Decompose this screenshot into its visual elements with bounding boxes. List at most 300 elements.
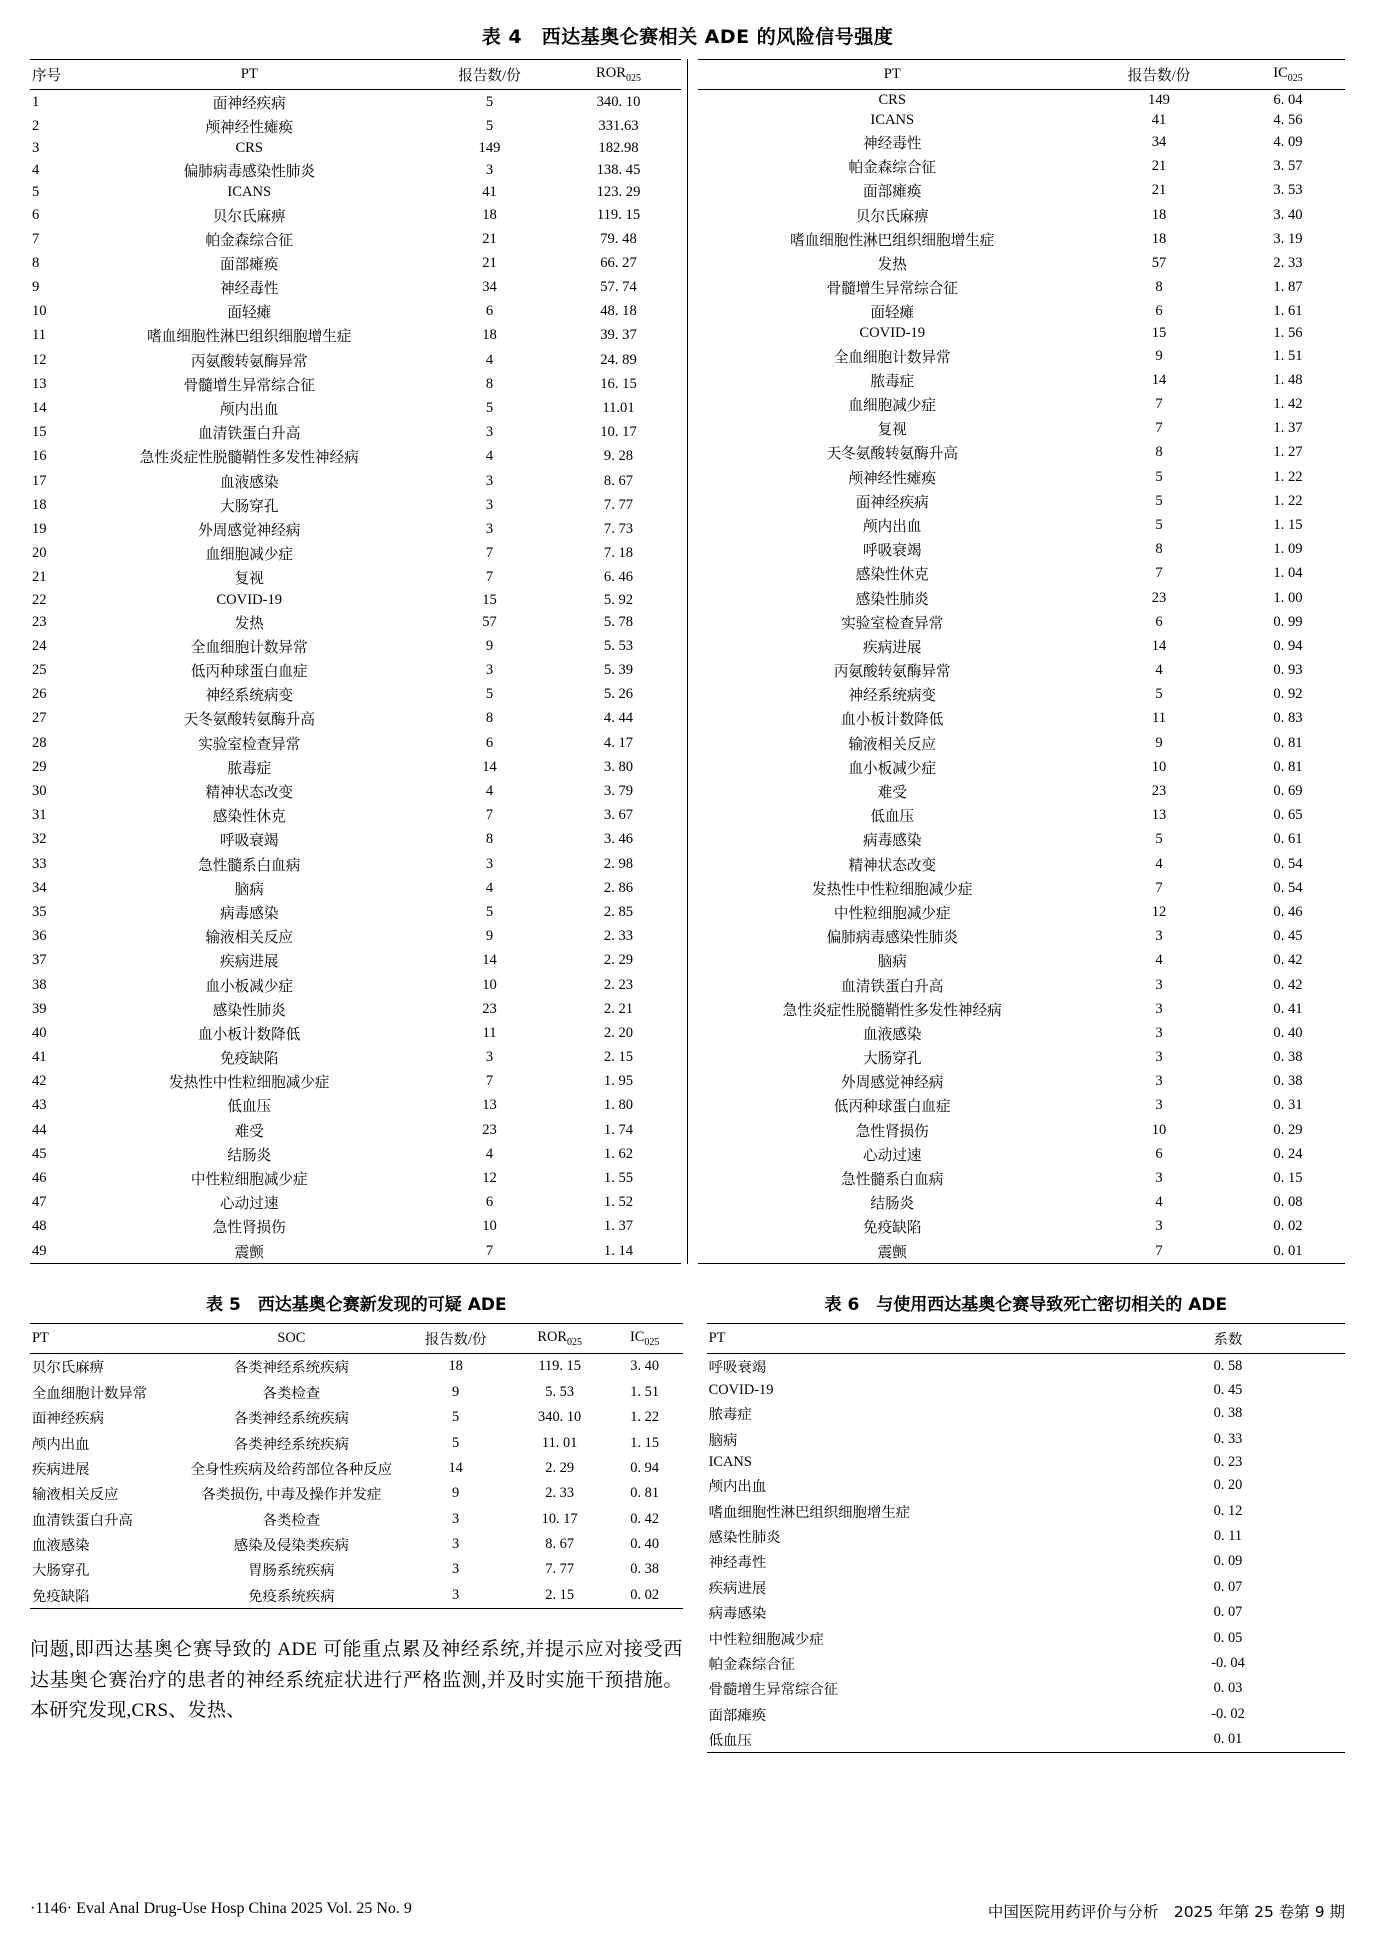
table-cell: 43 [32, 1097, 47, 1114]
table-cell: 5. 26 [603, 686, 634, 703]
table-cell: 免疫缺陷 [863, 1220, 922, 1237]
table-row [707, 1452, 1345, 1473]
table-row [698, 110, 1346, 130]
table-cell: 2 [32, 117, 40, 134]
table-cell: 脓毒症 [870, 373, 915, 390]
table-cell: 天冬氨酸转氨酶升高 [826, 446, 958, 463]
table-cell: 8 [1155, 541, 1163, 558]
table-cell: 21 [482, 254, 497, 271]
table-row [30, 300, 681, 324]
table-cell: 贝尔氏麻痹 [855, 208, 929, 225]
table-row [30, 1142, 681, 1166]
table-cell: 0. 93 [1273, 662, 1303, 679]
table-cell: 23 [1151, 783, 1167, 800]
table-cell: 疾病进展 [708, 1580, 767, 1597]
table-cell: 6. 04 [1273, 91, 1303, 108]
table-cell: 1. 04 [1273, 565, 1303, 582]
table-cell: 0. 54 [1273, 855, 1303, 872]
table-cell: 3. 67 [603, 807, 634, 824]
table-cell: 15 [1151, 325, 1167, 342]
table-row [698, 368, 1346, 392]
table-cell: 4 [485, 879, 494, 896]
table-row [30, 159, 681, 183]
table-cell: 4 [1155, 1194, 1163, 1211]
table-row [698, 876, 1346, 900]
table-cell: 4 [1155, 855, 1163, 872]
footer-left: ·1146· Eval Anal Drug-Use Hosp China 2025 Vol. 25 No. 9 [30, 1900, 412, 1917]
table-cell: 5 [452, 1434, 460, 1451]
table-header-row [30, 60, 681, 90]
table-cell: 5 [1155, 686, 1163, 703]
table5-body [30, 1354, 683, 1609]
table-cell: 340. 10 [596, 93, 641, 110]
table-cell: 13 [1151, 807, 1167, 824]
table-cell: 呼吸衰竭 [220, 833, 279, 850]
table-cell: 0. 46 [1273, 903, 1303, 920]
table6 [707, 1323, 1345, 1753]
table-cell: 5 [1155, 516, 1163, 533]
table-cell: 38 [32, 976, 47, 993]
table-cell: 精神状态改变 [848, 857, 937, 874]
table-cell: 病毒感染 [863, 833, 922, 850]
table-cell: 血液感染 [220, 474, 279, 491]
table-cell: 0. 07 [1213, 1604, 1243, 1621]
table-cell: 26 [32, 686, 47, 703]
table-cell: 33 [32, 855, 47, 872]
table-cell: 嗜血细胞性淋巴组织细胞增生症 [147, 329, 352, 346]
table-cell: 各类检查 [262, 1385, 321, 1402]
table-cell: 血清铁蛋白升高 [32, 1512, 133, 1529]
table-cell: 2. 23 [603, 976, 634, 993]
table-cell: 8 [485, 375, 494, 392]
table-cell: 感染性休克 [212, 809, 286, 826]
table-cell: 发热 [877, 256, 907, 273]
table-cell: 24 [32, 637, 47, 654]
table-cell: 7 [1155, 565, 1163, 582]
table-cell: 34 [32, 879, 47, 896]
table-cell: 1 [32, 93, 40, 110]
table-row [30, 445, 681, 469]
table-cell: 3 [1155, 1218, 1163, 1235]
table-cell: 182.98 [598, 139, 639, 156]
table-cell: 18 [448, 1358, 463, 1375]
table-cell: 9 [1155, 734, 1163, 751]
col-reports: 报告数/份 [423, 60, 557, 90]
table-cell: ICANS [870, 111, 915, 128]
table-cell: 4. 56 [1273, 111, 1303, 128]
table-cell: 0. 42 [1273, 952, 1303, 969]
table-cell: 0. 11 [1213, 1528, 1243, 1544]
table-cell: 18 [1151, 230, 1167, 247]
table-cell: 震颤 [76, 1239, 423, 1264]
table-row [698, 804, 1346, 828]
table-cell: 面轻瘫 [870, 305, 915, 322]
table-cell: 0. 94 [630, 1459, 660, 1476]
table-row [698, 90, 1346, 111]
table-cell: 9 [485, 928, 494, 945]
table-cell: 7 [32, 230, 40, 247]
col-ic025: $IC_{025}$ [1231, 60, 1345, 90]
table-cell: 11.01 [602, 400, 635, 417]
table4-left [30, 59, 681, 1264]
table-cell: 1. 00 [1273, 589, 1303, 606]
table-cell: 4. 44 [603, 710, 634, 727]
table-row [30, 421, 681, 445]
table-row [30, 1215, 681, 1239]
table-row [698, 755, 1346, 779]
table-cell: 20 [32, 545, 47, 562]
table-row [30, 634, 681, 658]
table-cell: 3 [485, 520, 494, 537]
table-cell: 1. 51 [1273, 347, 1303, 364]
table-cell: 3. 46 [603, 831, 634, 848]
table-cell: 0. 61 [1273, 831, 1303, 848]
table-cell: 贝尔氏麻痹 [212, 208, 286, 225]
table-cell: 0. 24 [1273, 1145, 1303, 1162]
table-cell: 病毒感染 [220, 905, 279, 922]
table-row [30, 517, 681, 541]
table-cell: 3 [1155, 1170, 1163, 1187]
table-cell: 6 [485, 734, 494, 751]
table-cell: 1. 37 [603, 1218, 634, 1235]
table-cell: 面部瘫痪 [863, 184, 922, 201]
table-cell: 3 [1155, 1097, 1163, 1114]
table-cell: 14 [482, 952, 497, 969]
table-cell: 79. 48 [600, 230, 637, 247]
table-cell: 57 [482, 613, 497, 630]
table-cell: 66. 27 [600, 254, 637, 271]
table-cell: 10 [32, 303, 47, 320]
table-row [30, 1456, 683, 1481]
table-cell: 18 [482, 327, 497, 344]
table-row [698, 324, 1346, 344]
table-cell: 疾病进展 [32, 1461, 90, 1478]
table4-left-half [30, 59, 688, 1264]
table-cell: 0. 07 [1213, 1578, 1243, 1595]
table-cell: 4 [32, 162, 40, 179]
table-cell: 5 [485, 686, 494, 703]
table-cell: 面轻瘫 [227, 305, 272, 322]
table-cell: 2. 86 [603, 879, 634, 896]
table-cell: 呼吸衰竭 [863, 543, 922, 560]
table-cell: 15 [32, 424, 47, 441]
table-cell: 急性髓系白血病 [841, 1172, 944, 1189]
table-cell: 大肠穿孔 [863, 1051, 922, 1068]
table-row [707, 1575, 1345, 1600]
table-cell: 低血压 [707, 1727, 1111, 1753]
table-cell: 3 [485, 424, 494, 441]
table-cell: 3 [485, 496, 494, 513]
table-row [30, 566, 681, 590]
table-cell: 0. 02 [607, 1583, 683, 1609]
table-cell: 44 [32, 1121, 47, 1138]
table-cell: 5 [485, 117, 494, 134]
table-cell: 疾病进展 [220, 954, 279, 971]
table-cell: 5 [452, 1409, 460, 1426]
table-cell: 嗜血细胞性淋巴组织细胞增生症 [790, 232, 995, 249]
table-cell: 5 [1155, 831, 1163, 848]
table-cell: 3 [452, 1510, 460, 1527]
table-cell: 帕金森综合征 [848, 160, 937, 177]
table-cell: 7 [1155, 879, 1163, 896]
table-row [707, 1727, 1345, 1753]
table-cell: 8 [1155, 279, 1163, 296]
table-row [698, 1046, 1346, 1070]
table-row [30, 852, 681, 876]
table-cell: 19 [32, 520, 47, 537]
table-cell: 12 [32, 351, 47, 368]
table-cell: COVID-19 [859, 325, 926, 342]
table-cell: 3 [1155, 1049, 1163, 1066]
table-cell: 1. 95 [603, 1073, 634, 1090]
table-row [698, 513, 1346, 537]
table-row [698, 852, 1346, 876]
table-cell: 血清铁蛋白升高 [841, 978, 944, 995]
col-pt: PT [30, 1324, 184, 1354]
table-cell: 3 [399, 1583, 513, 1609]
table-cell: 7 [1155, 420, 1163, 437]
table-cell: 1. 74 [603, 1121, 634, 1138]
table-cell: 0. 81 [1273, 734, 1303, 751]
table-row [30, 542, 681, 566]
table-row [698, 276, 1346, 300]
table-header-row [707, 1324, 1345, 1354]
table-row [698, 465, 1346, 489]
table-cell: 各类检查 [262, 1512, 321, 1529]
table-cell: 7 [485, 807, 494, 824]
table-cell: 3. 53 [1273, 182, 1303, 199]
table-cell: 31 [32, 807, 47, 824]
table-cell: 3 [485, 1049, 494, 1066]
table-cell: 5. 53 [545, 1383, 575, 1400]
table-cell: 面神经疾病 [32, 1411, 104, 1428]
table-cell: 中性粒细胞减少症 [190, 1172, 308, 1189]
table-cell: 14 [32, 400, 47, 417]
table-cell: 嗜血细胞性淋巴组织细胞增生症 [708, 1504, 911, 1521]
table-cell: 9 [32, 279, 40, 296]
table-row [707, 1498, 1345, 1523]
table-cell: 1. 80 [603, 1097, 634, 1114]
table-cell: 13 [32, 375, 47, 392]
table-cell: 0. 81 [1273, 758, 1303, 775]
table-cell: 复视 [234, 571, 264, 588]
table-cell: 7 [485, 1073, 494, 1090]
table-cell: 123. 29 [596, 184, 641, 201]
table-cell: 1. 42 [1273, 396, 1303, 413]
table-cell: 3. 19 [1273, 230, 1303, 247]
table-cell: 39 [32, 1000, 47, 1017]
table-cell: 难受 [234, 1123, 264, 1140]
table-cell: 10 [482, 1218, 497, 1235]
table-cell: 大肠穿孔 [32, 1563, 90, 1580]
table-cell: 2. 15 [603, 1049, 634, 1066]
table-cell: 8 [485, 831, 494, 848]
table-cell: 神经毒性 [863, 135, 922, 152]
table-cell: 面神经疾病 [212, 95, 286, 112]
table-cell: 脓毒症 [708, 1407, 752, 1424]
table-cell: 2. 33 [1273, 254, 1303, 271]
table-cell: 0. 08 [1273, 1194, 1303, 1211]
table-cell: -0. 02 [1211, 1705, 1245, 1722]
table-row [698, 1094, 1346, 1118]
table-cell: 48 [32, 1218, 47, 1235]
table-cell: 0. 83 [1273, 710, 1303, 727]
table-cell: 结肠炎 [870, 1196, 915, 1213]
table-cell: 发热性中性粒细胞减少症 [168, 1075, 330, 1092]
table-cell: 40 [32, 1024, 47, 1041]
table-cell: 神经毒性 [708, 1555, 767, 1572]
table-cell: 输液相关反应 [32, 1487, 119, 1504]
table-cell: 面神经疾病 [855, 494, 929, 511]
table-row [30, 90, 681, 115]
table-cell: 输液相关反应 [205, 930, 294, 947]
table-cell: 9 [452, 1485, 460, 1502]
table-row [698, 634, 1346, 658]
table-cell: 天冬氨酸转氨酶升高 [183, 712, 315, 729]
table-cell: 9 [1155, 347, 1163, 364]
table-row [698, 417, 1346, 441]
table-cell: 急性肾损伤 [212, 1220, 286, 1237]
table-cell: 7 [423, 1239, 557, 1264]
table-row [707, 1625, 1345, 1650]
table-cell: 2. 29 [545, 1459, 575, 1476]
table-cell: 低丙种球蛋白血症 [190, 664, 308, 681]
col-pt: PT [698, 60, 1088, 90]
table-cell: 1. 56 [1273, 325, 1303, 342]
table-cell: 0. 94 [1273, 637, 1303, 654]
table-cell: 10 [1151, 1121, 1167, 1138]
table-cell: 7. 73 [603, 520, 634, 537]
col-ror025: $ROR_{025}$ [557, 60, 681, 90]
table-cell: 10. 17 [600, 424, 637, 441]
table-cell: 各类神经系统疾病 [233, 1360, 349, 1377]
table-cell: 1. 15 [1273, 516, 1303, 533]
bottom-tables [30, 1290, 1345, 1753]
table-row [698, 203, 1346, 227]
table-row [30, 114, 681, 138]
table-cell: 感染及侵染类疾病 [233, 1538, 349, 1554]
table-row [698, 779, 1346, 803]
table-cell: 脑病 [234, 881, 264, 898]
table-cell: 4 [485, 448, 494, 465]
table-cell: 11 [482, 1024, 497, 1041]
table-cell: 1. 87 [1273, 279, 1303, 296]
table-cell: 24. 89 [600, 351, 637, 368]
table-cell: 颅神经性瘫痪 [848, 470, 937, 487]
table-row [30, 1239, 681, 1264]
table-row [30, 731, 681, 755]
table-cell: 3 [452, 1561, 460, 1578]
table-cell: 神经毒性 [220, 281, 279, 298]
table-cell: 4 [1155, 952, 1163, 969]
table-cell: 6 [1155, 613, 1163, 630]
table-row [30, 925, 681, 949]
table-cell: 0. 54 [1273, 879, 1303, 896]
table-cell: 3 [32, 139, 40, 156]
table-cell: 感染性休克 [855, 567, 929, 584]
table-cell: 3. 80 [603, 758, 634, 775]
table-cell: 2. 15 [513, 1583, 607, 1609]
table-row [30, 804, 681, 828]
table-cell: 1. 14 [557, 1239, 681, 1264]
table-cell: 0. 15 [1273, 1170, 1303, 1187]
table-row [30, 1021, 681, 1045]
table-cell: 10 [482, 976, 497, 993]
table-cell: 25 [32, 662, 47, 679]
table4-right-half [688, 59, 1346, 1264]
table-cell: 3. 40 [630, 1358, 660, 1375]
table-cell: 13 [482, 1097, 497, 1114]
table-cell: 1. 22 [630, 1409, 660, 1426]
table-cell: 1. 51 [630, 1383, 660, 1400]
table-cell: 血清铁蛋白升高 [198, 426, 301, 443]
table4-right [698, 59, 1346, 1264]
table-cell: 免疫缺陷 [30, 1583, 184, 1609]
table-cell: 0. 45 [1213, 1381, 1243, 1398]
table-row [698, 707, 1346, 731]
table-row [698, 586, 1346, 610]
table-cell: 胃肠系统疾病 [248, 1563, 335, 1580]
table4 [30, 59, 1345, 1264]
table-cell: 34 [1151, 133, 1167, 150]
table-row [698, 828, 1346, 852]
table-cell: 骨髓增生异常综合征 [708, 1682, 839, 1699]
table-row [698, 227, 1346, 251]
table-cell: 8 [485, 710, 494, 727]
table-cell: 颅神经性瘫痪 [205, 119, 294, 136]
table-cell: 0. 12 [1213, 1502, 1243, 1519]
table-row [698, 1021, 1346, 1045]
table-cell: 5. 53 [603, 637, 634, 654]
table-cell: 41 [1151, 111, 1167, 128]
table-cell: 精神状态改变 [205, 785, 294, 802]
table-cell: 6 [485, 303, 494, 320]
table-cell: 39. 37 [600, 327, 637, 344]
table-cell: 0. 38 [1273, 1073, 1303, 1090]
table-cell: 57. 74 [600, 279, 637, 296]
table-cell: 丙氨酸转氨酶异常 [190, 353, 308, 370]
table-row [698, 441, 1346, 465]
table-cell: 1. 27 [1273, 444, 1303, 461]
table-cell: 神经系统病变 [848, 688, 937, 705]
col-ic025: $IC_{025}$ [607, 1324, 683, 1354]
table-cell: 5. 92 [603, 591, 634, 608]
table-cell: 0. 99 [1273, 613, 1303, 630]
table-row [30, 1070, 681, 1094]
table-cell: 17 [32, 472, 47, 489]
table-cell: 5 [485, 93, 494, 110]
table-cell: 7. 77 [603, 496, 634, 513]
table-cell: 血液感染 [32, 1538, 90, 1554]
table-cell: 震颤 [698, 1239, 1088, 1264]
col-reports: 报告数/份 [1087, 60, 1231, 90]
table-cell: 丙氨酸转氨酶异常 [833, 664, 951, 681]
table-cell: 1. 37 [1273, 420, 1303, 437]
table-cell: 23 [482, 1121, 497, 1138]
table-row [30, 610, 681, 634]
table-cell: CRS [878, 91, 907, 108]
table-cell: 实验室检查异常 [198, 736, 301, 753]
table-row [30, 659, 681, 683]
table-cell: 脑病 [877, 954, 907, 971]
table-cell: 1. 22 [1273, 468, 1303, 485]
table-row [698, 683, 1346, 707]
table-cell: 2. 20 [603, 1024, 634, 1041]
table-cell: 34 [482, 279, 497, 296]
table-row [707, 1524, 1345, 1549]
table-cell: 全血细胞计数异常 [190, 639, 308, 656]
table-cell: 偏肺病毒感染性肺炎 [183, 164, 315, 181]
